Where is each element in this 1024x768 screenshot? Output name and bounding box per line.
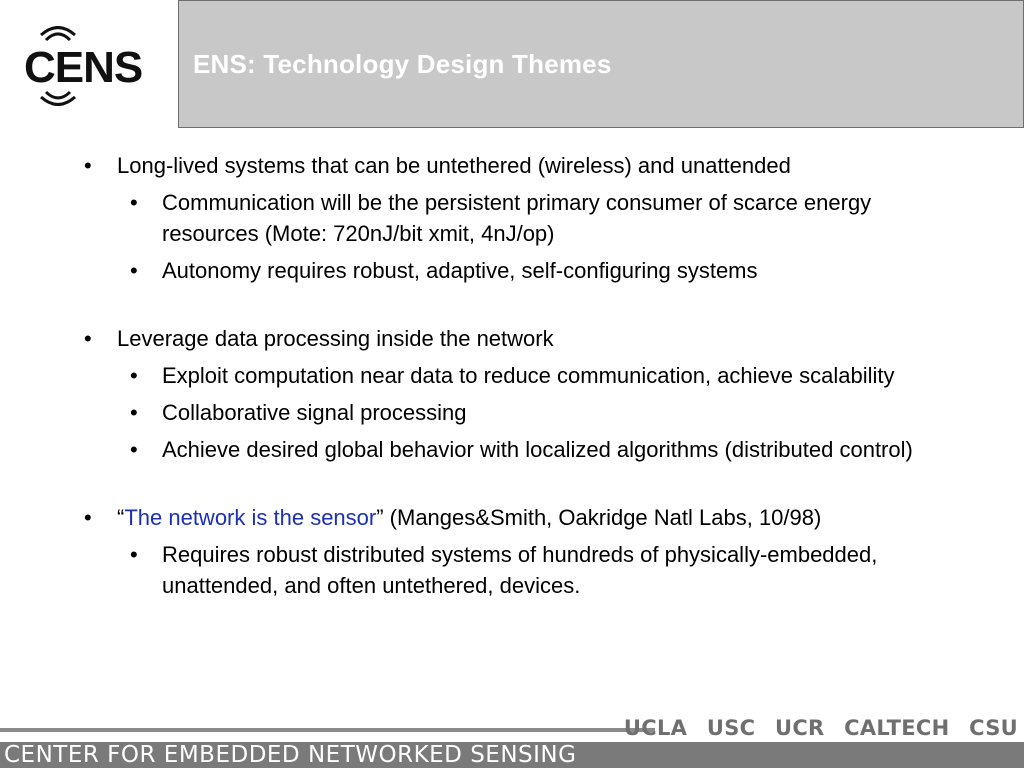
bullet-icon: • xyxy=(130,258,138,283)
quote-open: “ xyxy=(117,505,125,530)
university-csu: CSU xyxy=(969,716,1018,740)
bullet-icon: • xyxy=(84,326,92,351)
footer-divider xyxy=(0,728,655,732)
university-ucr: UCR xyxy=(774,716,825,740)
sub-bullet-text: Collaborative signal processing xyxy=(162,400,467,425)
university-ucla: UCLA xyxy=(623,716,688,740)
university-list xyxy=(612,716,1018,740)
sub-bullet-item xyxy=(0,539,914,601)
sub-bullet-text: Requires robust distributed systems of hundreds of physically-embedded, unattended, and often untethered, devices. xyxy=(162,542,878,598)
sub-bullet-item xyxy=(0,397,924,428)
quote-rest: ” (Manges&Smith, Oakridge Natl Labs, 10/98) xyxy=(376,505,822,530)
bullet-icon: • xyxy=(130,437,138,462)
bullet-text: Leverage data processing inside the network xyxy=(117,326,554,351)
sub-bullet-item xyxy=(0,255,924,286)
university-caltech: CALTECH xyxy=(844,716,950,740)
sub-bullet-item xyxy=(0,187,924,249)
bullet-icon: • xyxy=(130,542,138,567)
sub-bullet-item xyxy=(0,434,924,465)
bullet-icon: • xyxy=(130,400,138,425)
bullet-icon: • xyxy=(84,153,92,178)
bullet-item xyxy=(0,150,1024,181)
university-usc: USC xyxy=(706,716,756,740)
slide-title: ENS: Technology Design Themes xyxy=(193,49,612,79)
sub-bullet-text: Autonomy requires robust, adaptive, self-configuring systems xyxy=(162,258,758,283)
bullet-item xyxy=(0,323,1024,354)
cens-logo xyxy=(22,26,148,106)
highlighted-quote: The network is the sensor xyxy=(124,505,377,530)
bullet-text: Long-lived systems that can be untethered (wireless) and unattended xyxy=(117,153,791,178)
bullet-icon: • xyxy=(130,190,138,215)
center-name: CENTER FOR EMBEDDED NETWORKED SENSING xyxy=(4,742,577,768)
slide-content xyxy=(0,150,1024,601)
footer-bar xyxy=(0,742,1024,768)
sub-bullet-item xyxy=(0,360,924,391)
bullet-icon: • xyxy=(130,363,138,388)
sub-bullet-text: Communication will be the persistent primary consumer of scarce energy resources (Mote: 720nJ/bit xmit, 4nJ/op) xyxy=(162,190,872,246)
sub-bullet-text: Achieve desired global behavior with localized algorithms (distributed control) xyxy=(162,437,913,462)
sub-bullet-text: Exploit computation near data to reduce communication, achieve scalability xyxy=(162,363,895,388)
bullet-icon: • xyxy=(84,505,92,530)
bullet-item xyxy=(0,502,874,533)
title-box xyxy=(178,0,1024,128)
logo-text: CENS xyxy=(24,43,143,92)
